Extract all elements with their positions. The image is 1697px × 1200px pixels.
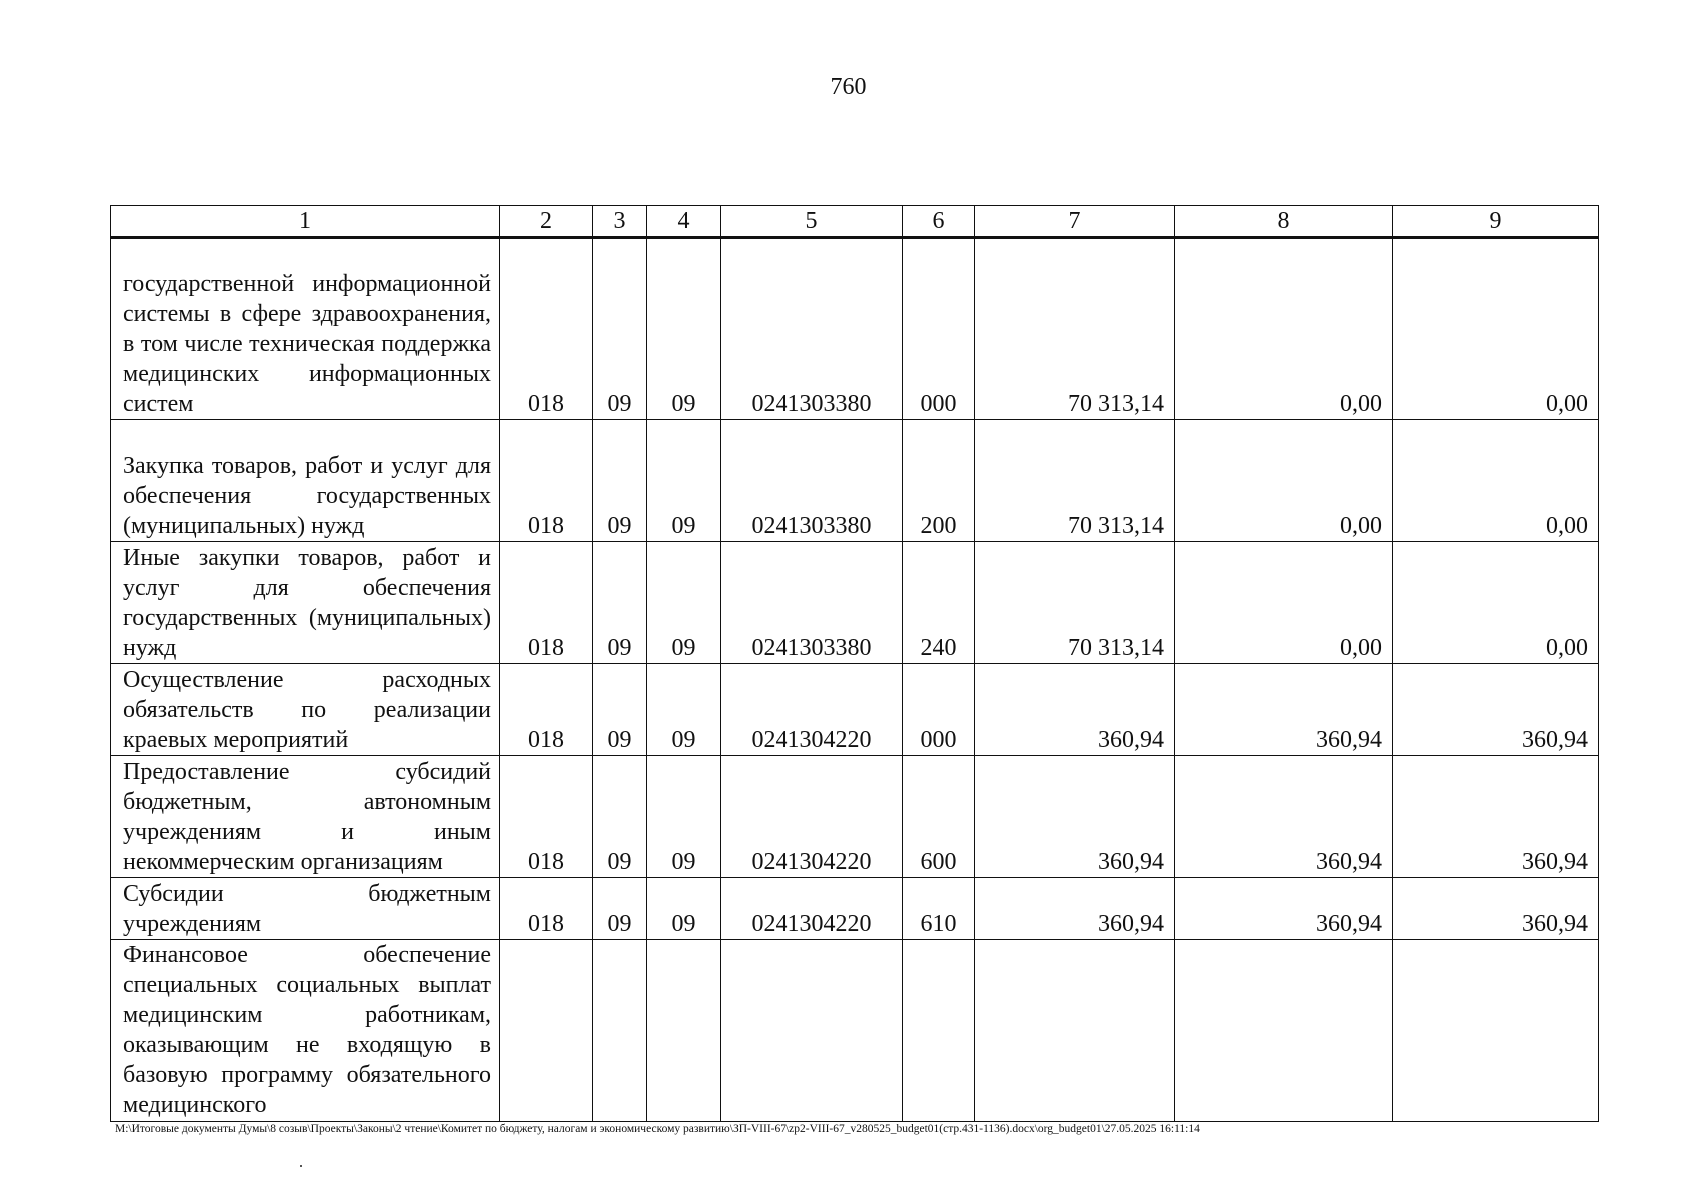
column-header-4: 4 (647, 206, 721, 238)
cell-ministry-code: 018 (500, 664, 593, 756)
cell-target-article: 0241303380 (721, 542, 903, 664)
cell-subsection: 09 (647, 420, 721, 542)
cell-amount-col8: 0,00 (1175, 542, 1393, 664)
cell-section: 09 (593, 420, 647, 542)
cell-amount-col9: 360,94 (1393, 756, 1599, 878)
cell-amount-col9: 0,00 (1393, 420, 1599, 542)
cell-ministry-code: 018 (500, 238, 593, 420)
cell-amount-col7: 70 313,14 (975, 542, 1175, 664)
cell-ministry-code: 018 (500, 878, 593, 940)
row-description: Закупка товаров, работ и услуг для обеспечения государственных (муниципальных) нужд (111, 420, 500, 542)
row-description: Иные закупки товаров, работ и услуг для обеспечения государственных (муниципальных) нужд (111, 542, 500, 664)
cell-section: 09 (593, 664, 647, 756)
cell-amount-col8: 360,94 (1175, 756, 1393, 878)
cell-ministry-code (500, 940, 593, 1122)
row-description: Субсидии бюджетным учреждениям (111, 878, 500, 940)
cell-amount-col8 (1175, 940, 1393, 1122)
column-header-8: 8 (1175, 206, 1393, 238)
cell-amount-col9: 360,94 (1393, 664, 1599, 756)
table-row (111, 756, 1599, 878)
cell-target-article: 0241304220 (721, 756, 903, 878)
cell-section (593, 940, 647, 1122)
table-row (111, 664, 1599, 756)
cell-subsection: 09 (647, 542, 721, 664)
cell-amount-col8: 0,00 (1175, 238, 1393, 420)
cell-section: 09 (593, 878, 647, 940)
cell-expense-type: 200 (903, 420, 975, 542)
cell-ministry-code: 018 (500, 420, 593, 542)
table-row (111, 542, 1599, 664)
scan-speck (300, 1165, 302, 1167)
cell-section: 09 (593, 238, 647, 420)
row-description: Предоставление субсидий бюджетным, автономным учреждениям и иным некоммерческим организациям (111, 756, 500, 878)
cell-amount-col8: 360,94 (1175, 664, 1393, 756)
cell-amount-col7: 360,94 (975, 878, 1175, 940)
table-row (111, 878, 1599, 940)
cell-section: 09 (593, 756, 647, 878)
cell-amount-col7: 70 313,14 (975, 420, 1175, 542)
cell-subsection: 09 (647, 238, 721, 420)
row-description: государственной информационной системы в сфере здравоохранения, в том числе техническая поддержка медицинских информационных систем (111, 238, 500, 420)
cell-amount-col9: 0,00 (1393, 542, 1599, 664)
table-row (111, 238, 1599, 420)
cell-target-article: 0241304220 (721, 878, 903, 940)
cell-subsection (647, 940, 721, 1122)
column-number-row (111, 206, 1599, 238)
column-header-3: 3 (593, 206, 647, 238)
cell-amount-col7: 360,94 (975, 664, 1175, 756)
cell-subsection: 09 (647, 664, 721, 756)
cell-expense-type: 000 (903, 664, 975, 756)
cell-expense-type: 610 (903, 878, 975, 940)
column-header-9: 9 (1393, 206, 1599, 238)
row-description: Финансовое обеспечение специальных социальных выплат медицинским работникам, оказывающим не входящую в базовую программу обязательного медицинского (111, 940, 500, 1122)
document-path-footer: М:\Итоговые документы Думы\8 созыв\Проекты\Законы\2 чтение\Комитет по бюджету, налогам и экономическому развитию\ЗП-VIII-67\zp2-VIII-67_v280525_budget01(стр.431-1136).docx\org_budget01\27.05.2025 16:11:14 (115, 1123, 1200, 1135)
column-header-5: 5 (721, 206, 903, 238)
cell-amount-col7: 70 313,14 (975, 238, 1175, 420)
column-header-6: 6 (903, 206, 975, 238)
table-row (111, 940, 1599, 1122)
cell-target-article: 0241304220 (721, 664, 903, 756)
cell-expense-type: 240 (903, 542, 975, 664)
cell-subsection: 09 (647, 878, 721, 940)
cell-expense-type (903, 940, 975, 1122)
cell-amount-col9 (1393, 940, 1599, 1122)
table-row (111, 420, 1599, 542)
row-description: Осуществление расходных обязательств по реализации краевых мероприятий (111, 664, 500, 756)
column-header-7: 7 (975, 206, 1175, 238)
cell-ministry-code: 018 (500, 542, 593, 664)
budget-table (110, 205, 1599, 1122)
cell-target-article: 0241303380 (721, 420, 903, 542)
cell-amount-col8: 360,94 (1175, 878, 1393, 940)
cell-amount-col9: 0,00 (1393, 238, 1599, 420)
column-header-1: 1 (111, 206, 500, 238)
cell-target-article (721, 940, 903, 1122)
cell-expense-type: 600 (903, 756, 975, 878)
cell-ministry-code: 018 (500, 756, 593, 878)
cell-amount-col7: 360,94 (975, 756, 1175, 878)
cell-amount-col9: 360,94 (1393, 878, 1599, 940)
column-header-2: 2 (500, 206, 593, 238)
page-number: 760 (830, 74, 867, 100)
cell-amount-col7 (975, 940, 1175, 1122)
cell-expense-type: 000 (903, 238, 975, 420)
cell-section: 09 (593, 542, 647, 664)
cell-subsection: 09 (647, 756, 721, 878)
cell-amount-col8: 0,00 (1175, 420, 1393, 542)
cell-target-article: 0241303380 (721, 238, 903, 420)
